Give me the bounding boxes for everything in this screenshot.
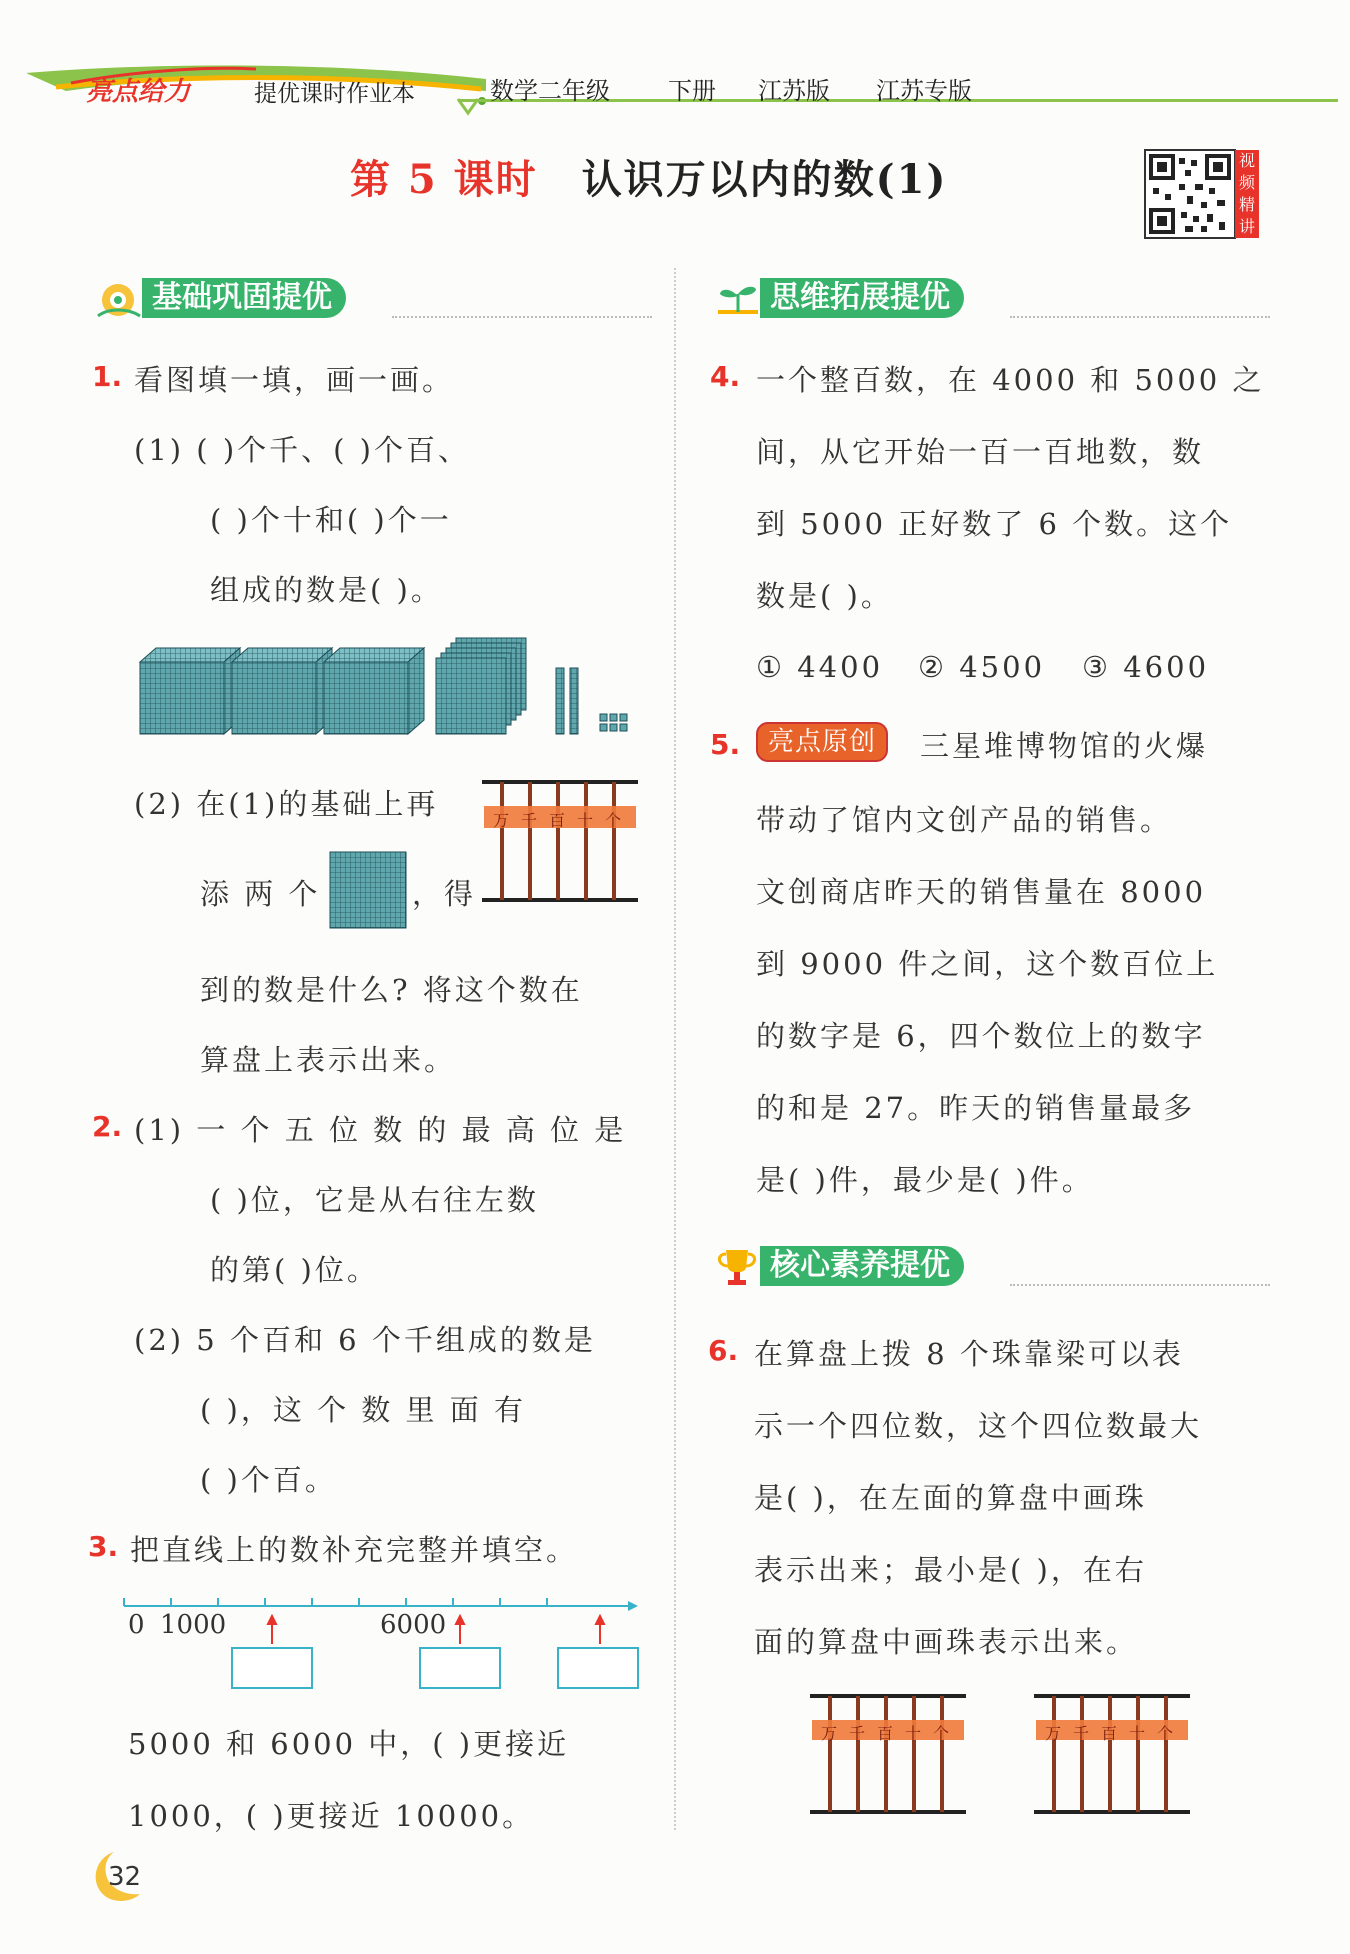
- question-6-line2: 示一个四位数，这个四位数最大: [754, 1409, 1203, 1443]
- question-5-line3: 文创商店昨天的销售量在 8000: [756, 875, 1207, 909]
- brand-subtitle: 提优课时作业本: [254, 81, 415, 107]
- gear-flower-icon: [92, 272, 146, 322]
- answer-box-1[interactable]: [232, 1648, 312, 1688]
- original-badge-label: 亮点原创: [756, 722, 888, 762]
- lesson-number: 第 5 课时: [350, 156, 538, 203]
- abacus-place-label: 百: [549, 811, 566, 830]
- question-2-part1-line3: 的第( )位。: [210, 1253, 379, 1287]
- header-special: 江苏专版: [876, 77, 972, 105]
- section-basic-label-band: [142, 278, 346, 318]
- section-core-label-band: [760, 1246, 964, 1286]
- section-thinking-title: 思维拓展提优: [770, 280, 950, 315]
- question-5-number: 5.: [710, 728, 741, 761]
- page-title: [350, 148, 947, 205]
- question-2-part2-line1: (2) 5 个百和 6 个千组成的数是: [134, 1323, 596, 1357]
- question-5-line1: 三星堆博物馆的火爆: [920, 729, 1209, 763]
- question-4-line1: 一个整百数，在 4000 和 5000 之: [756, 363, 1265, 397]
- question-3-number: 3.: [88, 1530, 119, 1563]
- trophy-icon: [710, 1240, 764, 1290]
- question-4-line4: 数是( )。: [756, 579, 893, 613]
- question-1-part2-line1: (2) 在(1)的基础上再: [134, 787, 439, 821]
- abacus-place-label: 个: [605, 811, 622, 830]
- section-core-rule: [1010, 1284, 1270, 1286]
- hundred-flat-icon: [330, 852, 406, 928]
- question-1-part2-line2b: ，得: [412, 877, 477, 911]
- abacus-q1[interactable]: [482, 776, 642, 906]
- tick-label-0: 0: [128, 1610, 145, 1640]
- question-3-line1: 5000 和 6000 中，( )更接近: [128, 1727, 570, 1761]
- column-divider: [674, 268, 676, 1830]
- thousand-cube-2: [232, 648, 332, 734]
- tick-label-6000: 6000: [380, 1610, 447, 1640]
- answer-box-2[interactable]: [420, 1648, 500, 1688]
- abacus-place-label: 十: [577, 811, 594, 830]
- question-2-part2-line3: ( )个百。: [200, 1463, 337, 1497]
- question-1-part2-line3: 到的数是什么? 将这个数在: [200, 973, 583, 1007]
- tick-label-1000: 1000: [160, 1610, 227, 1640]
- original-badge: [756, 722, 888, 762]
- question-1-part1-line2: ( )个十和( )个一: [210, 503, 452, 537]
- question-6-line1: 在算盘上拨 8 个珠靠梁可以表: [754, 1337, 1184, 1371]
- abacus-place-label: 万: [821, 1724, 838, 1743]
- abacus-q6-left[interactable]: [810, 1692, 970, 1818]
- question-1-part1-line1: (1) ( )个千、( )个百、: [134, 433, 470, 467]
- question-5-line5: 的数字是 6，四个数位上的数字: [756, 1019, 1206, 1053]
- question-4-line3: 到 5000 正好数了 6 个数。这个: [756, 507, 1233, 541]
- question-4-number: 4.: [710, 360, 741, 393]
- abacus-place-label: 百: [877, 1724, 894, 1743]
- qr-code-icon[interactable]: [1145, 150, 1235, 238]
- abacus-place-label: 千: [1073, 1724, 1090, 1743]
- abacus-place-label: 千: [521, 811, 538, 830]
- abacus-place-label: 百: [1101, 1724, 1118, 1743]
- abacus-place-label: 十: [1129, 1724, 1146, 1743]
- abacus-place-label: 个: [1157, 1724, 1174, 1743]
- question-2-part1-line2: ( )位，它是从右往左数: [210, 1183, 539, 1217]
- question-6-line5: 面的算盘中画珠表示出来。: [754, 1625, 1139, 1659]
- page-number: 32: [108, 1862, 142, 1892]
- section-basic-title: 基础巩固提优: [152, 280, 332, 315]
- thousand-cube-3: [324, 648, 424, 734]
- question-2-number: 2.: [92, 1110, 123, 1143]
- question-1-part2-line2a: 添 两 个: [200, 877, 321, 911]
- question-6-line4: 表示出来；最小是( )，在右: [754, 1553, 1147, 1587]
- ten-rods: [556, 668, 578, 734]
- abacus-q6-right[interactable]: [1034, 1692, 1194, 1818]
- header-chevron: [458, 99, 488, 119]
- question-4-line2: 间，从它开始一百一百地数，数: [756, 435, 1205, 469]
- hundred-flats-stack: [436, 638, 526, 734]
- abacus-place-label: 个: [933, 1724, 950, 1743]
- question-5-line4: 到 9000 件之间，这个数百位上: [756, 947, 1219, 981]
- abacus-place-label: 万: [493, 811, 510, 830]
- section-basic-rule: [392, 316, 652, 318]
- question-1-part1-line3: 组成的数是( )。: [210, 573, 443, 607]
- section-thinking: [710, 272, 1270, 324]
- section-core: [710, 1240, 1270, 1292]
- question-2-part2-line2: ( )，这 个 数 里 面 有: [200, 1393, 526, 1427]
- abacus-place-label: 十: [905, 1724, 922, 1743]
- answer-box-3[interactable]: [558, 1648, 638, 1688]
- section-thinking-rule: [1010, 316, 1270, 318]
- header-volume: 下册: [668, 77, 716, 105]
- thousand-cube-1: [140, 648, 240, 734]
- question-3-line2: 1000，( )更接近 10000。: [128, 1799, 535, 1833]
- question-1-number: 1.: [92, 360, 123, 393]
- section-thinking-label-band: [760, 278, 964, 318]
- section-basic: [92, 272, 652, 324]
- qr-video-tag: 视频精讲: [1235, 150, 1259, 238]
- header-edition: 江苏版: [758, 77, 830, 105]
- question-2-part1-line1: (1) 一 个 五 位 数 的 最 高 位 是: [134, 1113, 627, 1147]
- brand-logo: 亮点给力: [86, 77, 191, 107]
- seedling-icon: [710, 272, 764, 322]
- lesson-topic: 认识万以内的数(1): [581, 156, 948, 203]
- abacus-place-label: 千: [849, 1724, 866, 1743]
- section-core-title: 核心素养提优: [770, 1248, 950, 1283]
- question-6-number: 6.: [708, 1334, 739, 1367]
- unit-cubes: [600, 714, 627, 731]
- question-5-line6: 的和是 27。昨天的销售量最多: [756, 1091, 1196, 1125]
- question-5-line7: 是( )件，最少是( )件。: [756, 1163, 1094, 1197]
- question-5-line2: 带动了馆内文创产品的销售。: [756, 803, 1173, 837]
- base-ten-blocks-figure: [140, 638, 640, 748]
- abacus-place-label: 万: [1045, 1724, 1062, 1743]
- question-4-option-1[interactable]: ① 4400: [756, 650, 884, 684]
- question-1-part2-line4: 算盘上表示出来。: [200, 1043, 457, 1077]
- question-6-line3: 是( )，在左面的算盘中画珠: [754, 1481, 1147, 1515]
- question-1-stem: 看图填一填，画一画。: [134, 363, 455, 397]
- question-3-stem: 把直线上的数补充完整并填空。: [130, 1533, 579, 1567]
- question-4-option-2[interactable]: ② 4500: [918, 650, 1046, 684]
- question-4-option-3[interactable]: ③ 4600: [1082, 650, 1210, 684]
- page-header: [18, 55, 1333, 125]
- header-subject: 数学二年级: [490, 77, 610, 105]
